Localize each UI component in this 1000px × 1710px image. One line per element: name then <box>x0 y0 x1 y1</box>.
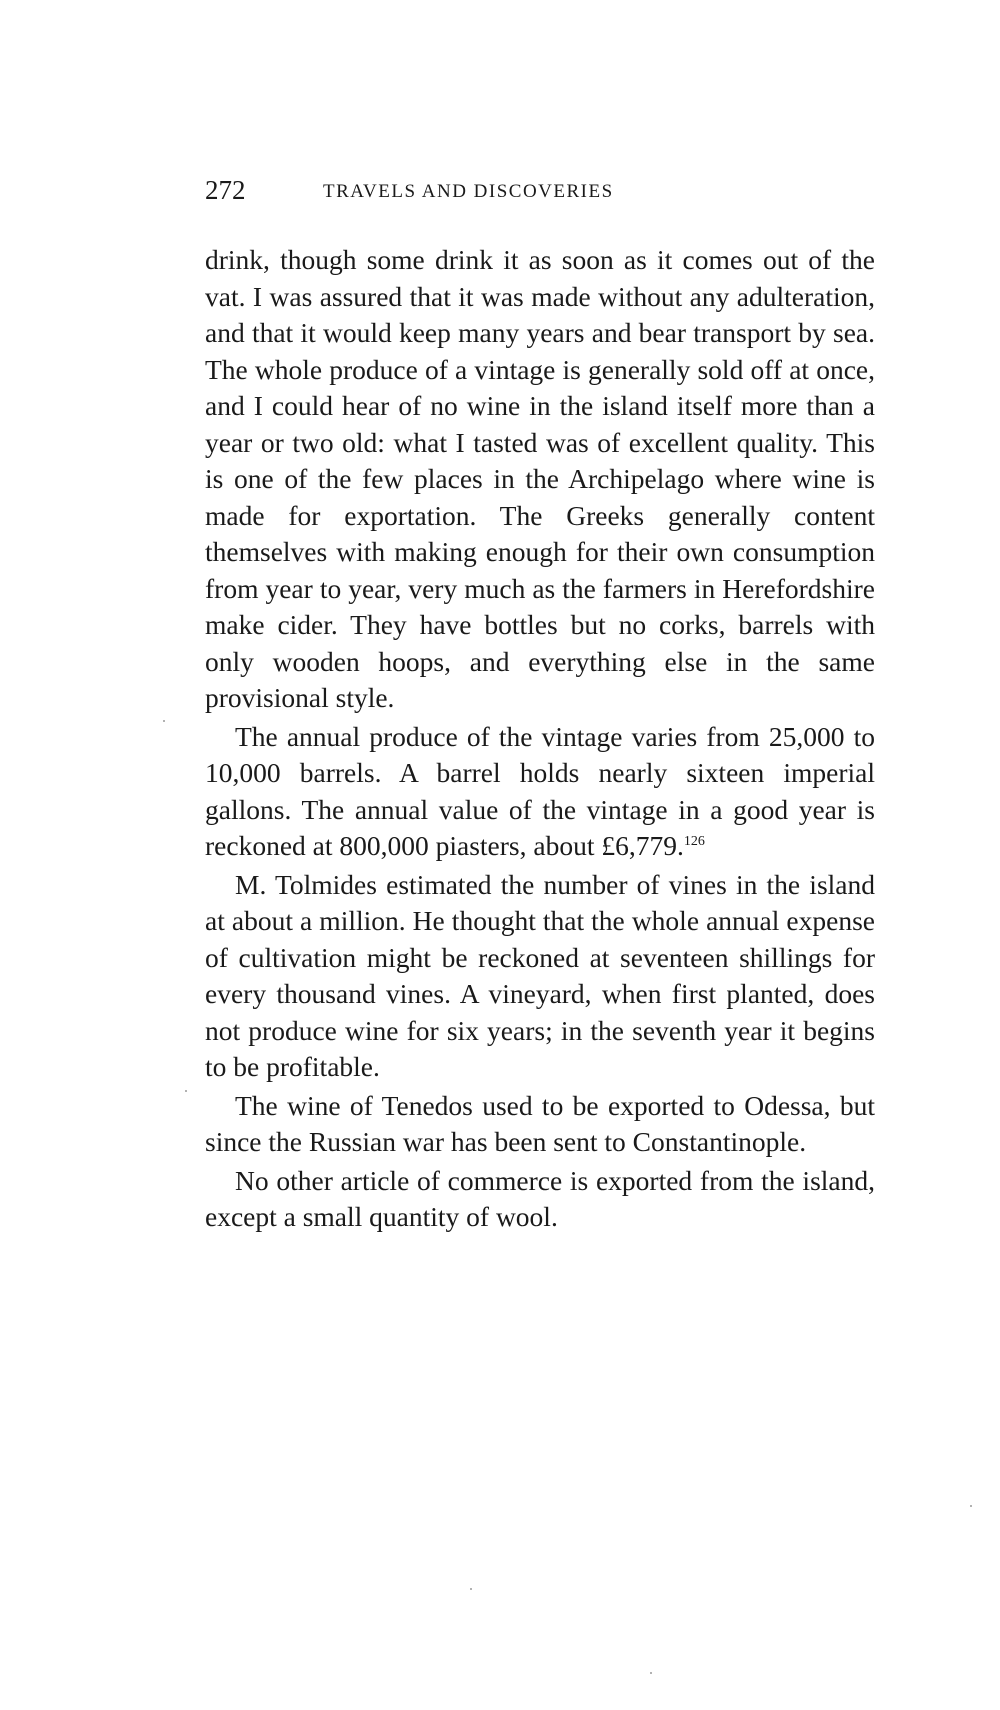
paper-speck <box>650 1672 652 1674</box>
paragraph-2 <box>205 719 875 865</box>
paper-speck <box>470 1588 472 1590</box>
running-title: TRAVELS AND DISCOVERIES <box>323 181 614 202</box>
paragraph-1: drink, though some drink it as soon as it comes out of the vat. I was assured that it was made without any adulteration, and that it would keep many years and bear transport by sea. The whole produce of a vintage is generally sold off at once, and I could hear of no wine in the island itself more than a year or two old: what I tasted was of excellent quality. This is one of the few places in the Archipelago where wine is made for exportation. The Greeks generally content themselves with making enough for their own consumption from year to year, very much as the farmers in Herefordshire make cider. They have bottles but no corks, barrels with only wooden hoops, and everything else in the same provisional style. <box>205 244 875 713</box>
paragraph-3: M. Tolmides estimated the number of vines in the island at about a million. He thought that the whole annual expense of cultivation might be reckoned at seventeen shillings for every thousand vines. A vineyard, when first planted, does not produce wine for six years; in the seventh year it begins to be profitable. <box>205 868 875 1082</box>
paragraph-4: The wine of Tenedos used to be exported to Odessa, but since the Russian war has been sent to Constantinople. <box>205 1089 875 1157</box>
running-head <box>205 170 875 210</box>
footnote-reference: 126 <box>683 833 705 849</box>
paper-speck <box>970 1505 972 1507</box>
paper-speck <box>185 1090 187 1092</box>
paragraph-2-text: The annual produce of the vintage varies from 25,000 to 10,000 barrels. A barrel holds nearly sixteen imperial gallons. The annual value of the vintage in a good year is reckoned at 800,000 piasters, about £6,779. <box>205 720 875 861</box>
paragraph-5: No other article of commerce is exported from the island, except a small quantity of wool. <box>205 1164 875 1232</box>
paper-speck <box>163 720 165 722</box>
body-text <box>205 242 875 1236</box>
page-number: 272 <box>205 175 246 205</box>
